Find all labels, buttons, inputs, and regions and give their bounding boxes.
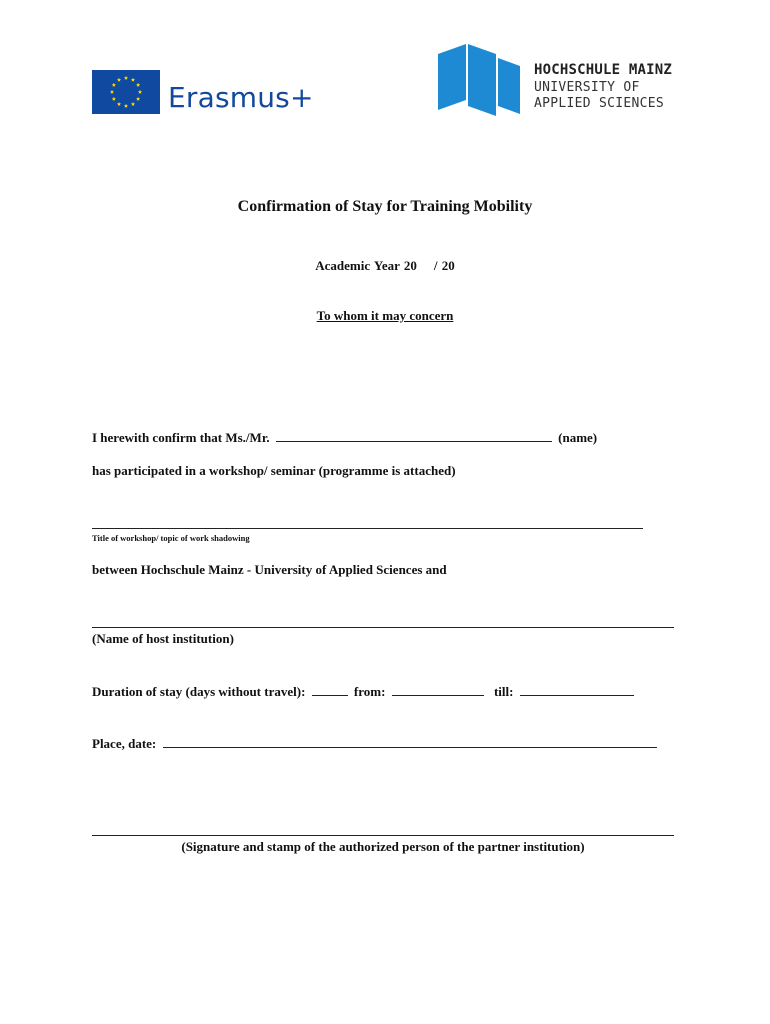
duration-days-field[interactable] — [312, 683, 348, 696]
till-label: till: — [493, 684, 514, 699]
between-text: between Hochschule Mainz - University of Applied Sciences and — [92, 562, 447, 577]
signature-field[interactable] — [92, 835, 674, 836]
place-date-field[interactable] — [163, 735, 657, 748]
name-field[interactable] — [276, 429, 552, 442]
host-label: (Name of host institution) — [92, 631, 234, 646]
host-institution-field[interactable] — [92, 627, 674, 628]
confirm-line — [92, 429, 597, 446]
confirm-prefix: I herewith confirm that Ms./Mr. — [92, 430, 270, 445]
hochschule-subtitle-1: UNIVERSITY OF — [534, 80, 640, 95]
hochschule-name: HOCHSCHULE MAINZ — [534, 62, 673, 78]
place-label: Place, date: — [92, 736, 157, 751]
document-title: Confirmation of Stay for Training Mobility — [237, 198, 533, 215]
duration-label: Duration of stay (days without travel): — [92, 684, 306, 699]
place-line — [92, 735, 660, 752]
till-date-field[interactable] — [520, 683, 634, 696]
workshop-label: Title of workshop/ topic of work shadowing — [92, 533, 250, 543]
eu-flag-icon — [92, 70, 160, 114]
salutation: To whom it may concern — [316, 308, 454, 323]
duration-line — [92, 683, 637, 700]
hochschule-subtitle-2: APPLIED SCIENCES — [534, 96, 665, 111]
hochschule-logo-icon — [436, 44, 520, 116]
signature-label: (Signature and stamp of the authorized person of the partner institution) — [181, 839, 585, 854]
from-date-field[interactable] — [392, 683, 484, 696]
participated-text: has participated in a workshop/ seminar (programme is attached) — [92, 463, 456, 478]
from-label: from: — [353, 684, 386, 699]
confirm-suffix: (name) — [558, 430, 598, 445]
erasmus-wordmark: Erasmus+ — [168, 81, 314, 114]
workshop-title-field[interactable] — [92, 528, 643, 529]
academic-year: Academic Year 20 / 20 — [315, 258, 455, 273]
